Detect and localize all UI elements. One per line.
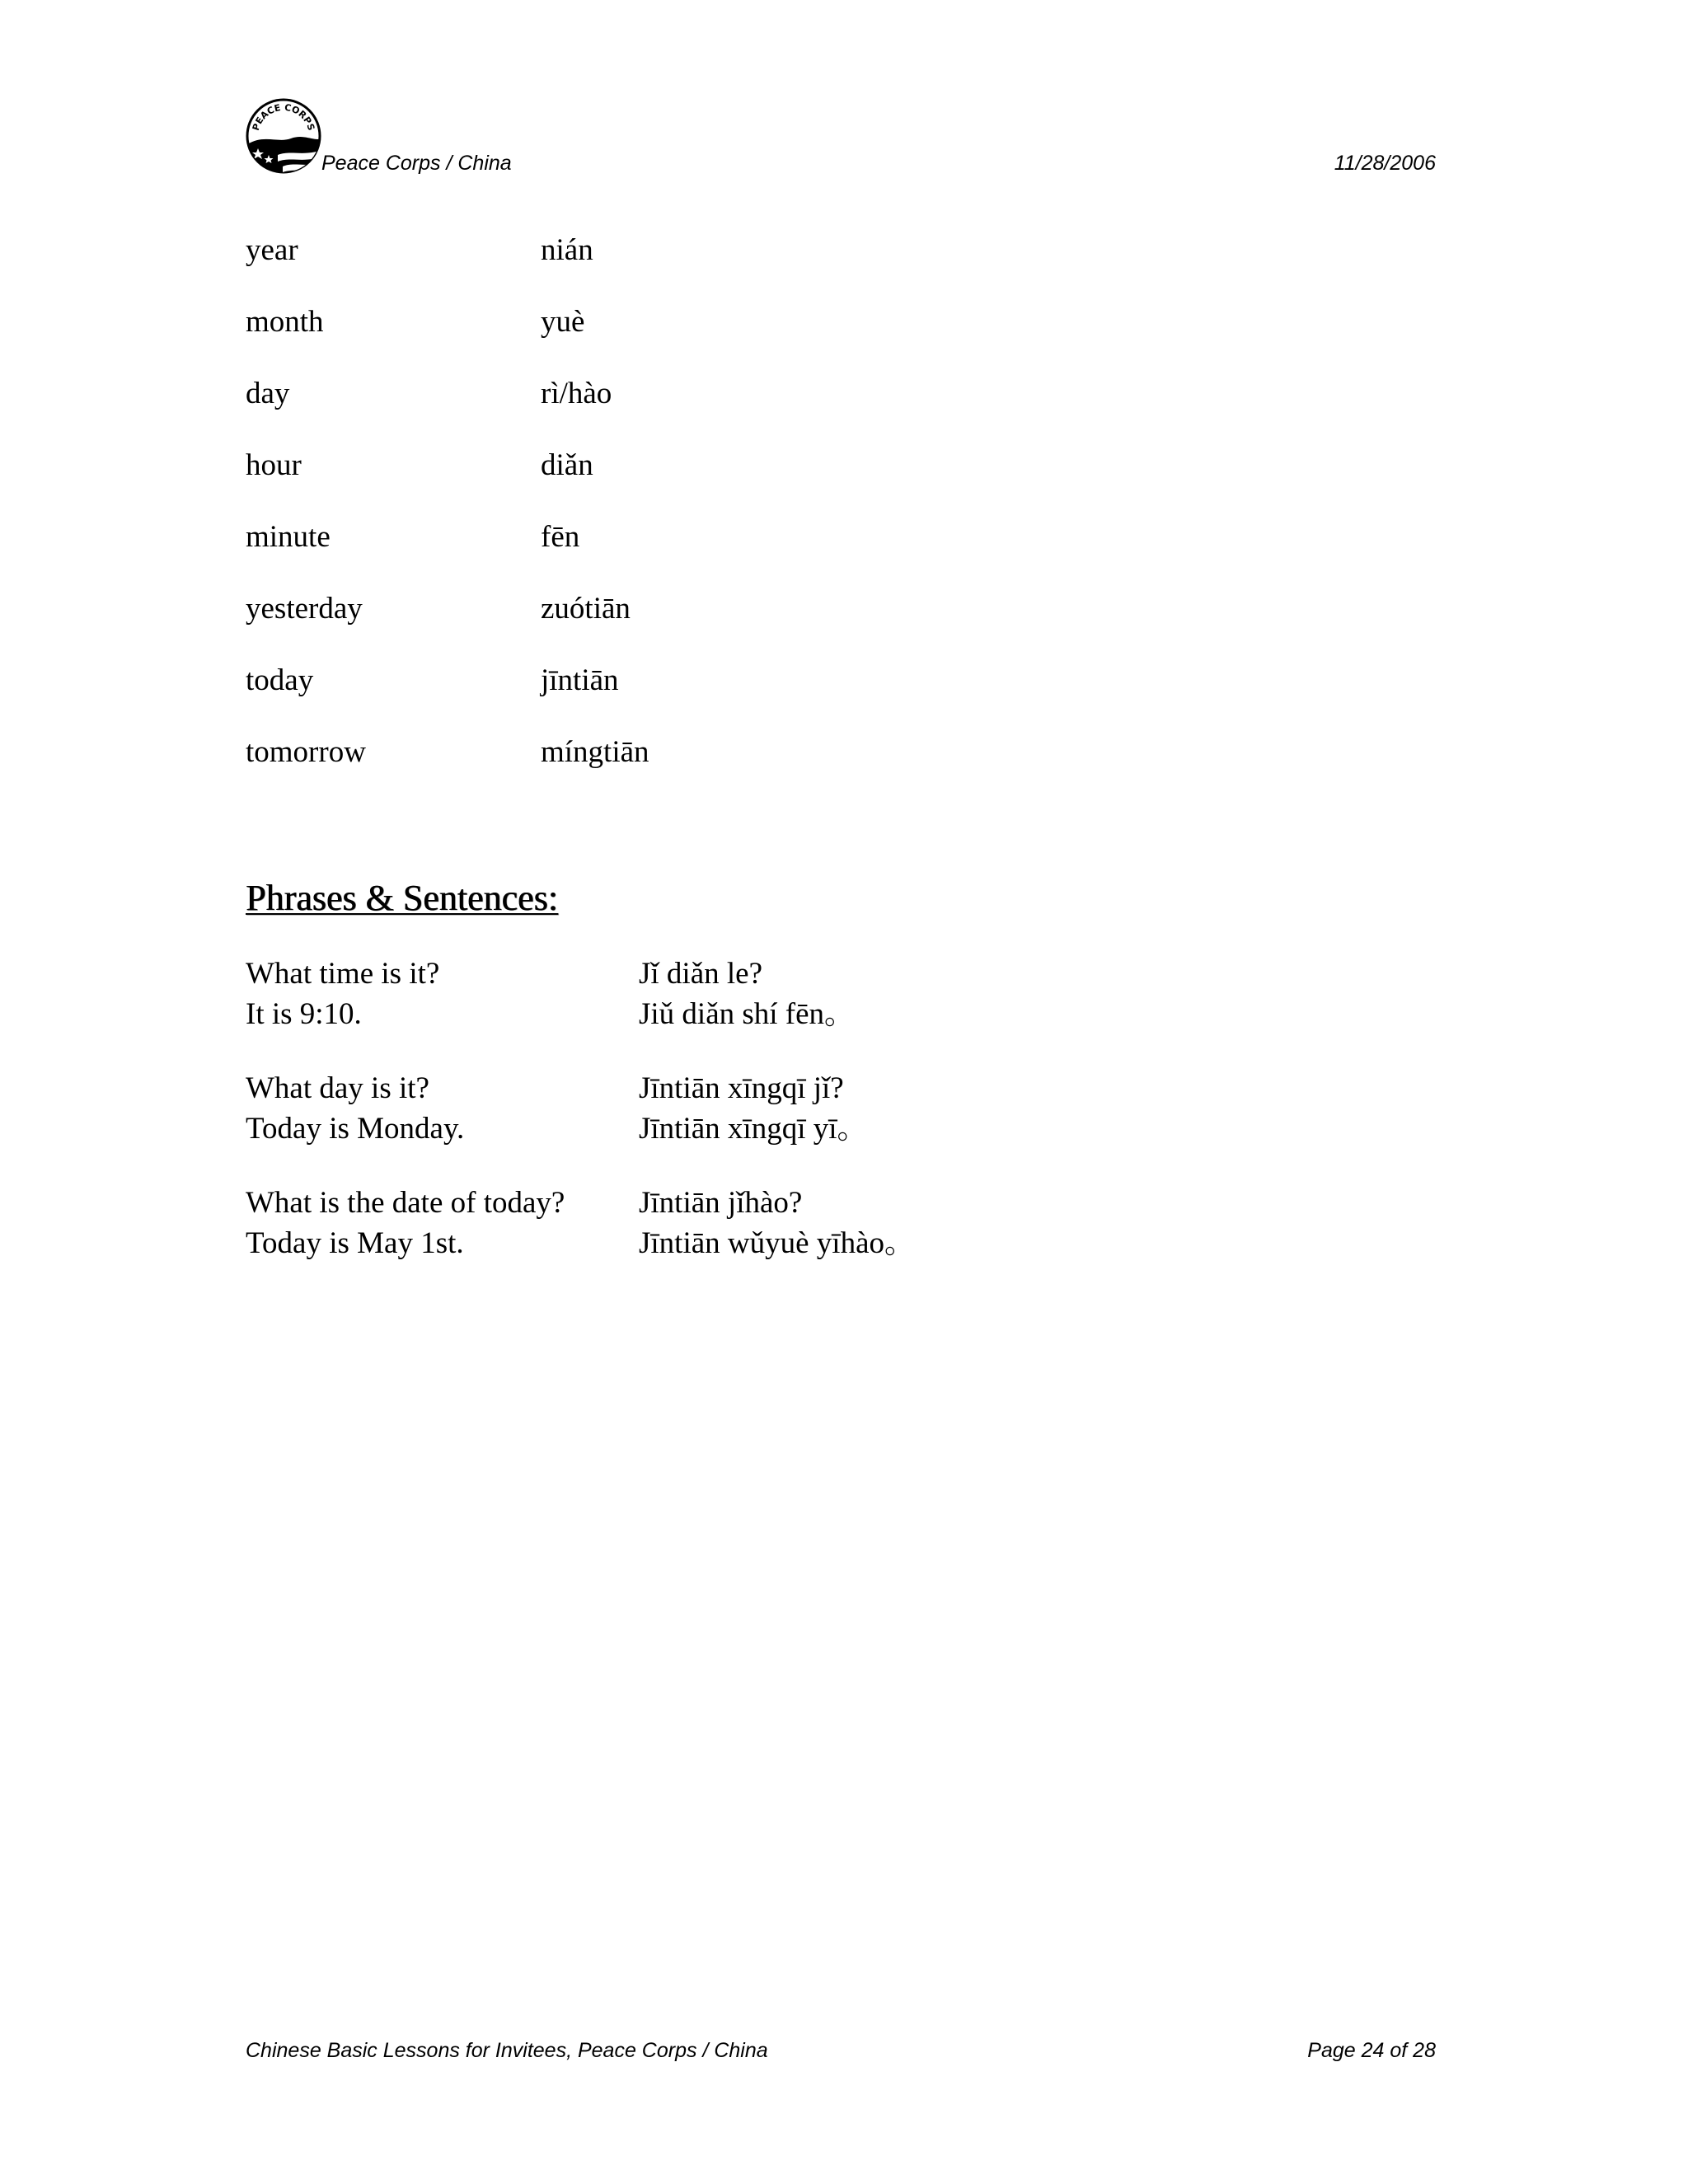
- header-date: 11/28/2006: [1334, 152, 1436, 175]
- logo-text: PEACE CORPS: [250, 101, 317, 133]
- vocab-pinyin: míngtiān: [541, 735, 649, 769]
- vocab-english: yesterday: [246, 592, 363, 626]
- vocab-pinyin: nián: [541, 233, 593, 267]
- page-number: Page 24 of 28: [1307, 2039, 1436, 2062]
- phrase-english: What time is it?: [246, 957, 440, 991]
- vocab-english: year: [246, 233, 298, 267]
- vocab-english: today: [246, 663, 314, 697]
- vocab-pinyin: jīntiān: [541, 663, 619, 697]
- vocab-english: hour: [246, 448, 302, 482]
- vocab-english: minute: [246, 520, 331, 554]
- vocab-english: month: [246, 305, 324, 339]
- phrase-pinyin: Jǐ diǎn le?: [639, 957, 763, 991]
- vocab-english: tomorrow: [246, 735, 366, 769]
- phrase-english: It is 9:10.: [246, 997, 362, 1031]
- peace-corps-logo: [245, 97, 322, 175]
- vocab-pinyin: yuè: [541, 305, 585, 339]
- phrase-pinyin: Jīntiān wǔyuè yīhào。: [639, 1226, 916, 1260]
- vocab-pinyin: zuótiān: [541, 592, 631, 626]
- phrase-english: What day is it?: [246, 1071, 429, 1105]
- phrase-pinyin: Jiǔ diǎn shí fēn。: [639, 997, 856, 1031]
- phrase-pinyin: Jīntiān xīngqī jǐ?: [639, 1071, 844, 1105]
- vocab-pinyin: diǎn: [541, 448, 593, 482]
- phrase-pinyin: Jīntiān jǐhào?: [639, 1186, 803, 1220]
- phrase-pinyin: Jīntiān xīngqī yī。: [639, 1112, 868, 1146]
- vocab-pinyin: rì/hào: [541, 377, 612, 410]
- vocab-pinyin: fēn: [541, 520, 580, 554]
- phrase-english: Today is Monday.: [246, 1112, 465, 1146]
- phrase-english: Today is May 1st.: [246, 1226, 464, 1260]
- vocab-english: day: [246, 377, 290, 410]
- footer-title: Chinese Basic Lessons for Invitees, Peace Corps / China: [246, 2039, 768, 2062]
- phrase-english: What is the date of today?: [246, 1186, 565, 1220]
- header-org: Peace Corps / China: [321, 152, 512, 175]
- section-title: Phrases & Sentences:: [246, 878, 558, 918]
